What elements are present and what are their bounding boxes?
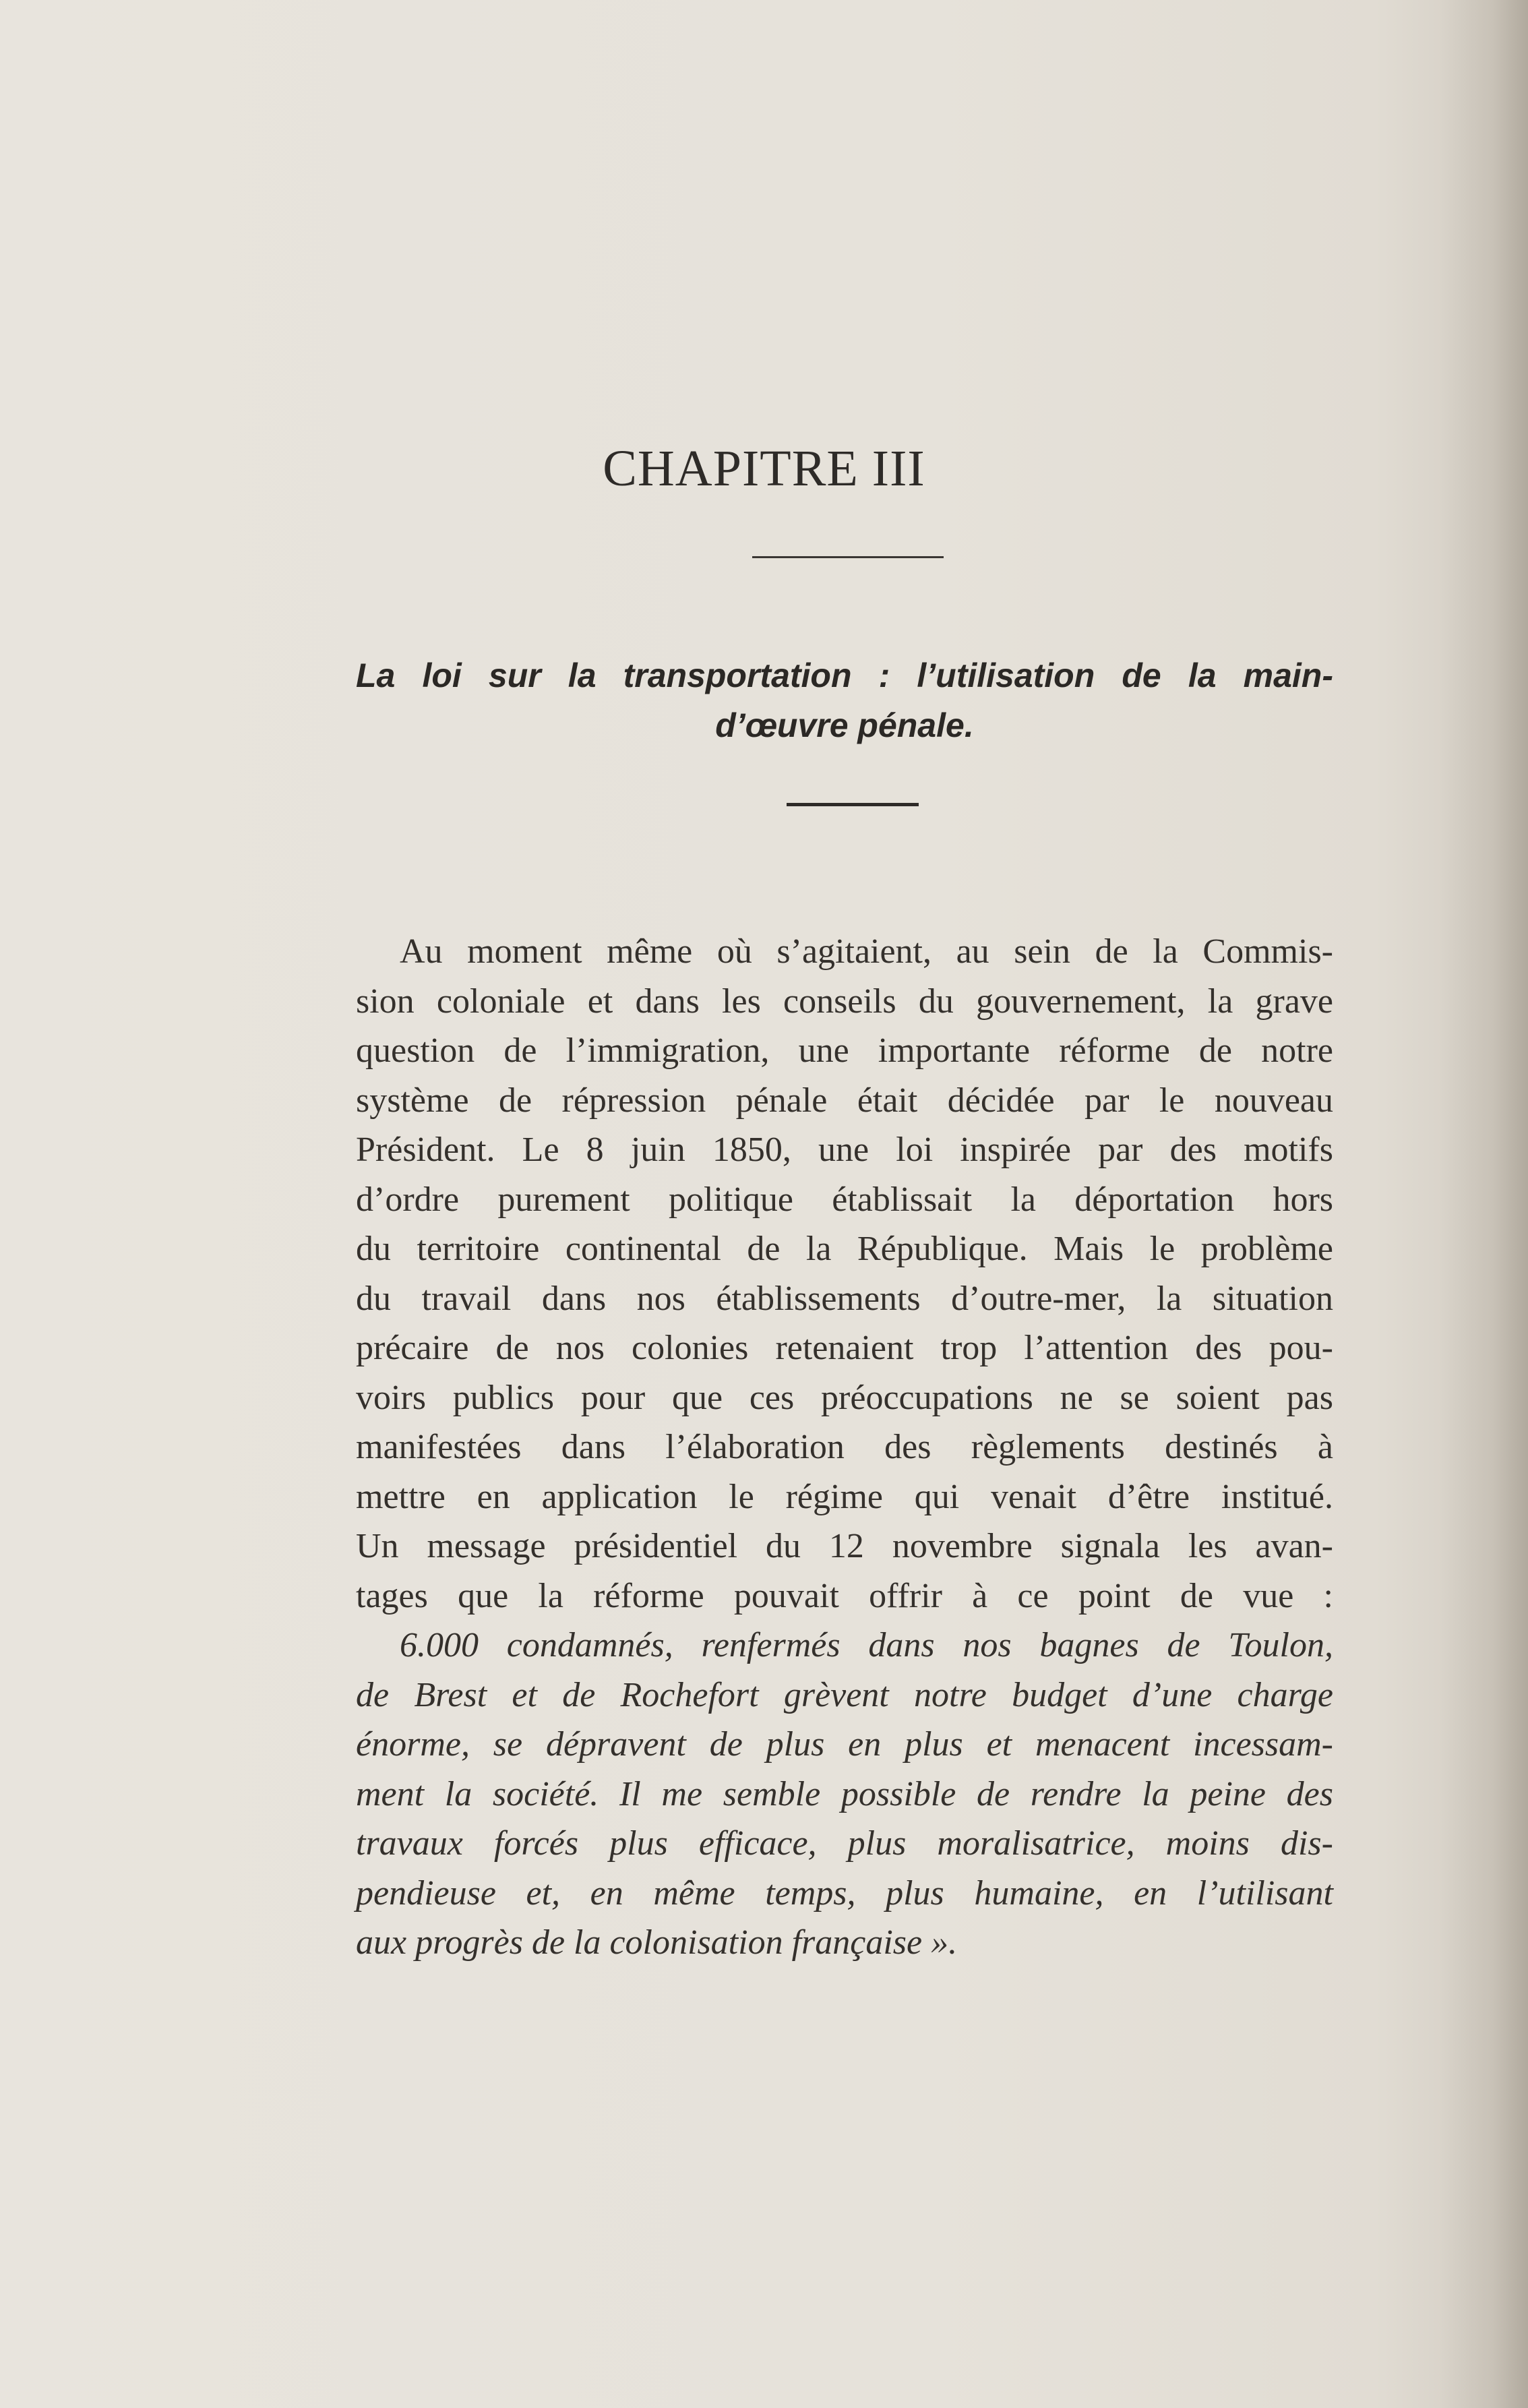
text-line: question de l’immigration, une importante réforme de notre — [356, 1031, 1333, 1070]
text-line: Au moment même où s’agitaient, au sein de la Commis- — [400, 932, 1333, 971]
text-line: du territoire continental de la République. Mais le problème — [356, 1230, 1333, 1268]
text-line: voirs publics pour que ces préoccupations ne se soient pas — [356, 1378, 1333, 1417]
text-line: système de répression pénale était décidée par le nouveau — [356, 1081, 1333, 1120]
quote-line: énorme, se dépravent de plus en plus et menacent incessam- — [356, 1725, 1333, 1764]
text-line: sion coloniale et dans les conseils du gouvernement, la grave — [356, 982, 1333, 1021]
quote-line: travaux forcés plus efficace, plus moralisatrice, moins dis- — [356, 1824, 1333, 1863]
text-line: du travail dans nos établissements d’outre-mer, la situation — [356, 1279, 1333, 1318]
text-line: Président. Le 8 juin 1850, une loi inspirée par des motifs — [356, 1131, 1333, 1169]
title-divider — [752, 556, 944, 558]
text-line: tages que la réforme pouvait offrir à ce point de vue : — [356, 1576, 1333, 1615]
chapter-subtitle — [356, 651, 1333, 750]
text-line: Un message présidentiel du 12 novembre signala les avan- — [356, 1527, 1333, 1565]
quote-line: ment la société. Il me semble possible de rendre la peine des — [356, 1774, 1333, 1813]
subtitle-line: La loi sur la transportation : l’utilisation de la main- — [356, 657, 1333, 694]
text-line: manifestées dans l’élaboration des règlements destinés à — [356, 1428, 1333, 1466]
subtitle-line: d’œuvre pénale. — [715, 706, 974, 744]
quote-line: 6.000 condamnés, renfermés dans nos bagnes de Toulon, — [400, 1626, 1333, 1664]
quote-line: pendieuse et, en même temps, plus humaine, en l’utilisant — [356, 1873, 1333, 1913]
text-line: d’ordre purement politique établissait la déportation hors — [356, 1180, 1333, 1219]
quote-line: aux progrès de la colonisation française ». — [356, 1923, 958, 1962]
chapter-title: CHAPITRE III — [603, 440, 925, 497]
quote-line: de Brest et de Rochefort grèvent notre budget d’une charge — [356, 1675, 1333, 1714]
text-line: précaire de nos colonies retenaient trop l’attention des pou- — [356, 1329, 1333, 1367]
text-line: mettre en application le régime qui venait d’être institué. — [356, 1477, 1333, 1516]
body-text — [356, 927, 1333, 1968]
subtitle-divider — [787, 803, 919, 806]
